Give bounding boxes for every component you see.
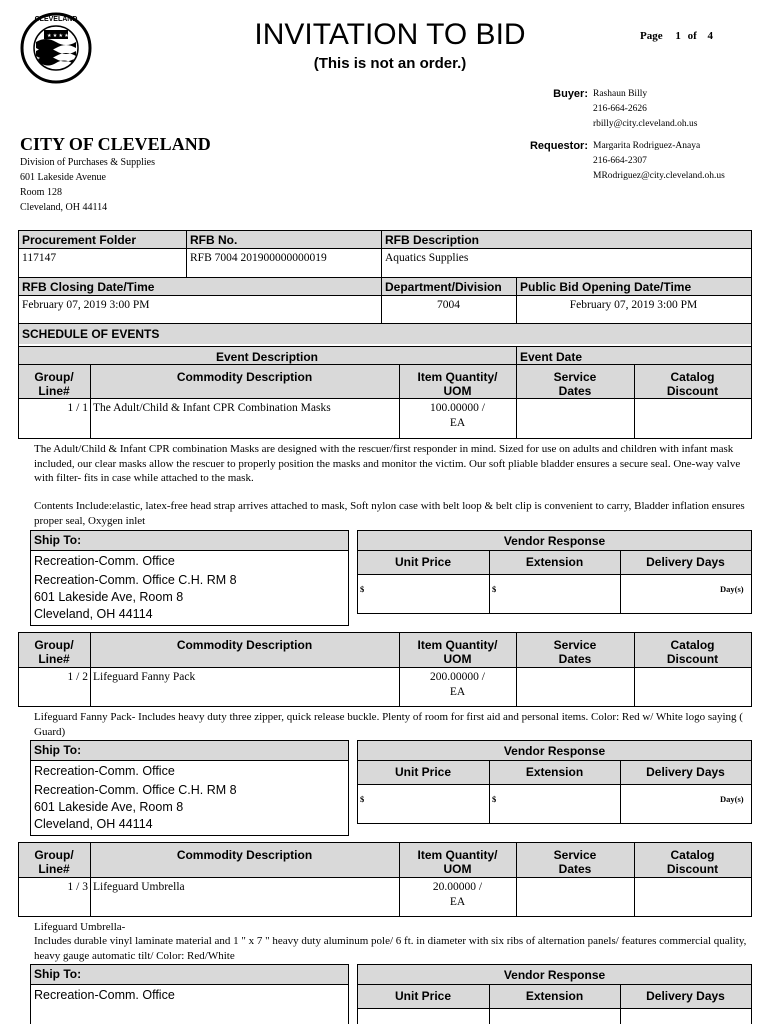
page-of-label: of [687, 30, 697, 42]
item-description: The Adult/Child & Infant CPR combination Masks are designed with the rescuer/first responder in mind. Sized for use on adults and children with infant mask included, our clear masks allow the rescuer to properly position the masks and monitor the victim. Our soft pliable bladder ensures a secure seal. One-way valve with filter- fits in case while attached to the mask. [34, 443, 741, 484]
department-value: 7004 [437, 299, 460, 311]
bid-opening-label: Public Bid Opening Date/Time [520, 280, 692, 294]
rfb-number-value: RFB 7004 201900000000019 [190, 252, 327, 264]
service-dates-header: Service Dates [553, 848, 597, 876]
item-line-number: 1 / 1 [67, 402, 88, 414]
extension-field[interactable]: $ [492, 794, 497, 804]
page-label: Page [640, 30, 663, 42]
item-quantity: 20.00000 / EA [432, 881, 483, 908]
item-quantity: 100.00000 / EA [430, 402, 485, 429]
requestor-name: Margarita Rodriguez-Anaya [593, 141, 701, 151]
commodity-header: Commodity Description [176, 638, 313, 652]
requestor-email: MRodriguez@city.cleveland.oh.us [593, 171, 725, 181]
extension-field[interactable]: $ [492, 584, 497, 594]
unit-price-label: Unit Price [394, 555, 451, 569]
item-commodity: Lifeguard Fanny Pack [93, 671, 196, 683]
item-commodity: The Adult/Child & Infant CPR Combination Masks [93, 402, 331, 414]
service-dates-header: Service Dates [553, 370, 597, 398]
city-address [20, 155, 155, 215]
extension-label: Extension [525, 555, 584, 569]
commodity-header: Commodity Description [176, 848, 313, 862]
procurement-folder-label: Procurement Folder [22, 233, 137, 247]
delivery-days-label: Delivery Days [646, 555, 725, 569]
quantity-header: Item Quantity/ UOM [417, 370, 498, 398]
buyer-name: Rashaun Billy [593, 89, 648, 99]
item-line-number: 1 / 3 [67, 881, 88, 893]
catalog-discount-header: Catalog Discount [666, 370, 719, 398]
unit-price-field[interactable]: $ [360, 794, 365, 804]
catalog-discount-header: Catalog Discount [666, 848, 719, 876]
svg-text:CLEVELAND: CLEVELAND [34, 16, 78, 23]
vendor-response-title: Vendor Response [503, 744, 606, 758]
requestor-label: Requestor: [529, 140, 588, 152]
item-description-details: Includes durable vinyl laminate material and 1 " x 7 " heavy duty aluminum pole/ 6 ft. in diameter with six ribs of alternation panels/ features commercial quality, heavy gauge automatic tilt/ Color: Red/White [34, 935, 747, 962]
group-line-header: Group/ Line# [34, 370, 74, 398]
rfb-number-label: RFB No. [190, 233, 238, 247]
buyer-info [593, 87, 697, 132]
group-line-header: Group/ Line# [34, 638, 74, 666]
rfb-description-value: Aquatics Supplies [385, 252, 469, 264]
event-description-label: Event Description [215, 350, 319, 364]
vendor-response-title: Vendor Response [503, 968, 606, 982]
ship-to-office: Recreation-Comm. Office [34, 554, 175, 568]
ship-to-office: Recreation-Comm. Office [34, 764, 175, 778]
ship-to-address: Recreation-Comm. Office C.H. RM 8 601 Lakeside Ave, Room 8 Cleveland, OH 44114 [34, 783, 237, 831]
buyer-email: rbilly@city.cleveland.oh.us [593, 119, 698, 129]
page-total: 4 [707, 30, 714, 42]
schedule-title: SCHEDULE OF EVENTS [22, 327, 160, 341]
catalog-discount-header: Catalog Discount [666, 638, 719, 666]
event-date-label: Event Date [520, 350, 583, 364]
delivery-days-label: Delivery Days [646, 765, 725, 779]
ship-to-address: Recreation-Comm. Office C.H. RM 8 601 Lakeside Ave, Room 8 Cleveland, OH 44114 [34, 573, 237, 621]
page-indicator [640, 30, 713, 42]
city-seal-logo [20, 12, 92, 84]
address-line: Cleveland, OH 44114 [20, 202, 108, 213]
document-title: INVITATION TO BID [254, 18, 526, 51]
ship-to-label: Ship To: [34, 743, 82, 757]
ship-to-office: Recreation-Comm. Office [34, 988, 175, 1002]
item-quantity: 200.00000 / EA [430, 671, 485, 698]
unit-price-label: Unit Price [394, 989, 451, 1003]
address-line: Division of Purchases & Supplies [20, 157, 155, 168]
extension-label: Extension [525, 989, 584, 1003]
quantity-header: Item Quantity/ UOM [417, 848, 498, 876]
requestor-info [593, 139, 725, 184]
item-description: Lifeguard Umbrella- [34, 921, 126, 933]
page-number: 1 [675, 30, 681, 42]
delivery-days-field[interactable]: Day(s) [720, 794, 744, 804]
item-description-contents: Contents Include:elastic, latex-free head strap arrives attached to mask, Soft nylon case with belt loop & belt clip is convenient to carry, Bladder inflation ensures proper seal, Oxygen inlet [34, 500, 745, 527]
delivery-days-label: Delivery Days [646, 989, 725, 1003]
rfb-description-label: RFB Description [385, 233, 480, 247]
address-line: Room 128 [20, 187, 62, 198]
requestor-phone: 216-664-2307 [593, 156, 647, 166]
unit-price-label: Unit Price [394, 765, 451, 779]
closing-date-label: RFB Closing Date/Time [22, 280, 155, 294]
unit-price-field[interactable]: $ [360, 584, 365, 594]
closing-date-value: February 07, 2019 3:00 PM [22, 299, 150, 311]
address-line: 601 Lakeside Avenue [20, 172, 106, 183]
item-description: Lifeguard Fanny Pack- Includes heavy duty three zipper, quick release buckle. Plenty of room for first aid and personal items. Color: Red w/ White logo saying ( Guard) [34, 711, 743, 738]
ship-to-label: Ship To: [34, 967, 82, 981]
buyer-phone: 216-664-2626 [593, 104, 647, 114]
quantity-header: Item Quantity/ UOM [417, 638, 498, 666]
group-line-header: Group/ Line# [34, 848, 74, 876]
buyer-label: Buyer: [553, 88, 588, 100]
ship-to-label: Ship To: [34, 533, 82, 547]
vendor-response-title: Vendor Response [503, 534, 606, 548]
procurement-folder-value: 117147 [22, 252, 57, 264]
item-commodity: Lifeguard Umbrella [93, 881, 185, 893]
service-dates-header: Service Dates [553, 638, 597, 666]
svg-text:★ ★ ★ ★: ★ ★ ★ ★ [47, 34, 69, 39]
document-subtitle: (This is not an order.) [313, 55, 467, 72]
delivery-days-field[interactable]: Day(s) [720, 584, 744, 594]
commodity-header: Commodity Description [176, 370, 313, 384]
department-label: Department/Division [385, 280, 502, 294]
city-name: CITY OF CLEVELAND [20, 134, 211, 154]
bid-opening-value: February 07, 2019 3:00 PM [569, 299, 698, 311]
extension-label: Extension [525, 765, 584, 779]
item-line-number: 1 / 2 [67, 671, 88, 683]
